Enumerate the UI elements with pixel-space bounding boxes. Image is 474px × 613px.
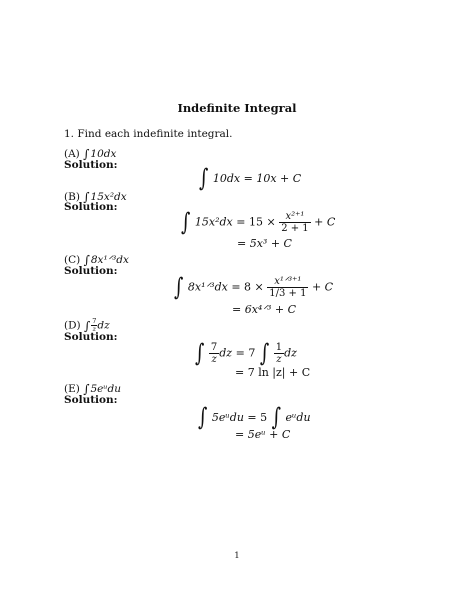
problem-c-line-2: = 6x⁴ᐟ³ + C — [232, 303, 297, 316]
problem-d-lhs-fraction: $\frac{7}{z}$ — [210, 342, 218, 365]
problem-c-line-1 — [173, 272, 334, 302]
intro-text: 1. Find each indefinite integral. — [64, 128, 233, 140]
problem-a-line-1 — [198, 164, 302, 193]
problem-e-line-1 — [197, 403, 311, 432]
page-number: 1 — [234, 551, 240, 561]
problem-e-rhs-pre: = 5 — [247, 411, 268, 424]
problem-c-lhs: 8x¹ᐟ³dx — [187, 280, 228, 294]
problem-e-integrand: 5eᵘdu — [90, 383, 122, 395]
problem-b-frac-num: x²⁺¹ — [279, 211, 310, 223]
problem-d-fraction — [274, 342, 284, 365]
problem-d-rhs-pre: = 7 — [235, 346, 256, 360]
problem-d-lhs-tail: dz — [219, 346, 233, 360]
problem-e-label: (E) — [64, 383, 80, 395]
integral-sign-icon: ∫ — [174, 272, 184, 302]
problem-e-line-2: = 5eᵘ + C — [235, 428, 291, 441]
problem-b-label: (B) — [64, 191, 80, 203]
problem-b-integrand: 15x²dx — [90, 191, 127, 203]
integral-sign-icon: ∫ — [259, 338, 270, 368]
solution-label: Solution: — [64, 201, 118, 213]
problem-b-rhs-post: + C — [314, 215, 336, 229]
problem-d-rhs-post: dz — [284, 346, 297, 360]
problem-a-rhs: = 10x + C — [243, 172, 302, 185]
problem-c-rhs-pre: = 8 × — [231, 280, 264, 294]
problem-d-frac-den: z — [276, 354, 282, 365]
problem-d-line-2: = 7 ln |z| + C — [235, 366, 311, 379]
integral-sign-icon: ∫ — [83, 190, 90, 204]
problem-e-rhs-post: eᵘdu — [285, 411, 311, 424]
integral-sign-icon: ∫ — [83, 318, 91, 333]
problem-d-label: (D) — [64, 319, 81, 332]
integral-sign-icon: ∫ — [199, 164, 209, 193]
solution-label: Solution: — [64, 265, 118, 277]
problem-b-rhs-pre: = 15 × — [236, 215, 276, 229]
problem-c-label: (C) — [64, 254, 81, 266]
solution-label: Solution: — [64, 331, 118, 343]
problem-b-fraction — [279, 211, 310, 234]
problem-b-line-1 — [180, 207, 336, 237]
problem-c-frac-num: x¹ᐟ³⁺¹ — [267, 276, 308, 288]
integral-sign-icon: ∫ — [83, 253, 90, 267]
integral-sign-icon: ∫ — [271, 403, 282, 432]
integral-sign-icon: ∫ — [83, 147, 90, 161]
problem-e-lhs: 5eᵘdu — [211, 411, 244, 424]
problem-c-rhs-post: + C — [311, 280, 334, 294]
integral-sign-icon: ∫ — [83, 382, 90, 396]
integral-sign-icon: ∫ — [198, 403, 208, 432]
page-title: Indefinite Integral — [177, 101, 297, 115]
problem-a-label: (A) — [64, 148, 80, 160]
problem-a-lhs: 10dx — [212, 172, 241, 185]
integral-sign-icon: ∫ — [195, 338, 205, 368]
problem-d-line-1 — [194, 338, 297, 368]
problem-b-line-2: = 5x³ + C — [237, 237, 292, 250]
problem-b-lhs: 15x²dx — [194, 215, 233, 229]
problem-c-fraction — [267, 276, 308, 299]
integral-sign-icon: ∫ — [181, 207, 191, 237]
problem-d-integrand-fraction: $\frac{7}{z}$ — [92, 317, 97, 333]
problem-d-integrand-tail: dz — [97, 319, 110, 332]
problem-a-integrand: 10dx — [90, 148, 117, 160]
solution-label: Solution: — [64, 394, 118, 406]
problem-d-frac-num: 1 — [275, 342, 283, 353]
problem-c-integrand: 8x¹ᐟ³dx — [90, 254, 129, 266]
solution-label: Solution: — [64, 159, 118, 171]
problem-b-frac-den: 2 + 1 — [281, 223, 309, 234]
problem-c-frac-den: 1/3 + 1 — [269, 288, 307, 299]
